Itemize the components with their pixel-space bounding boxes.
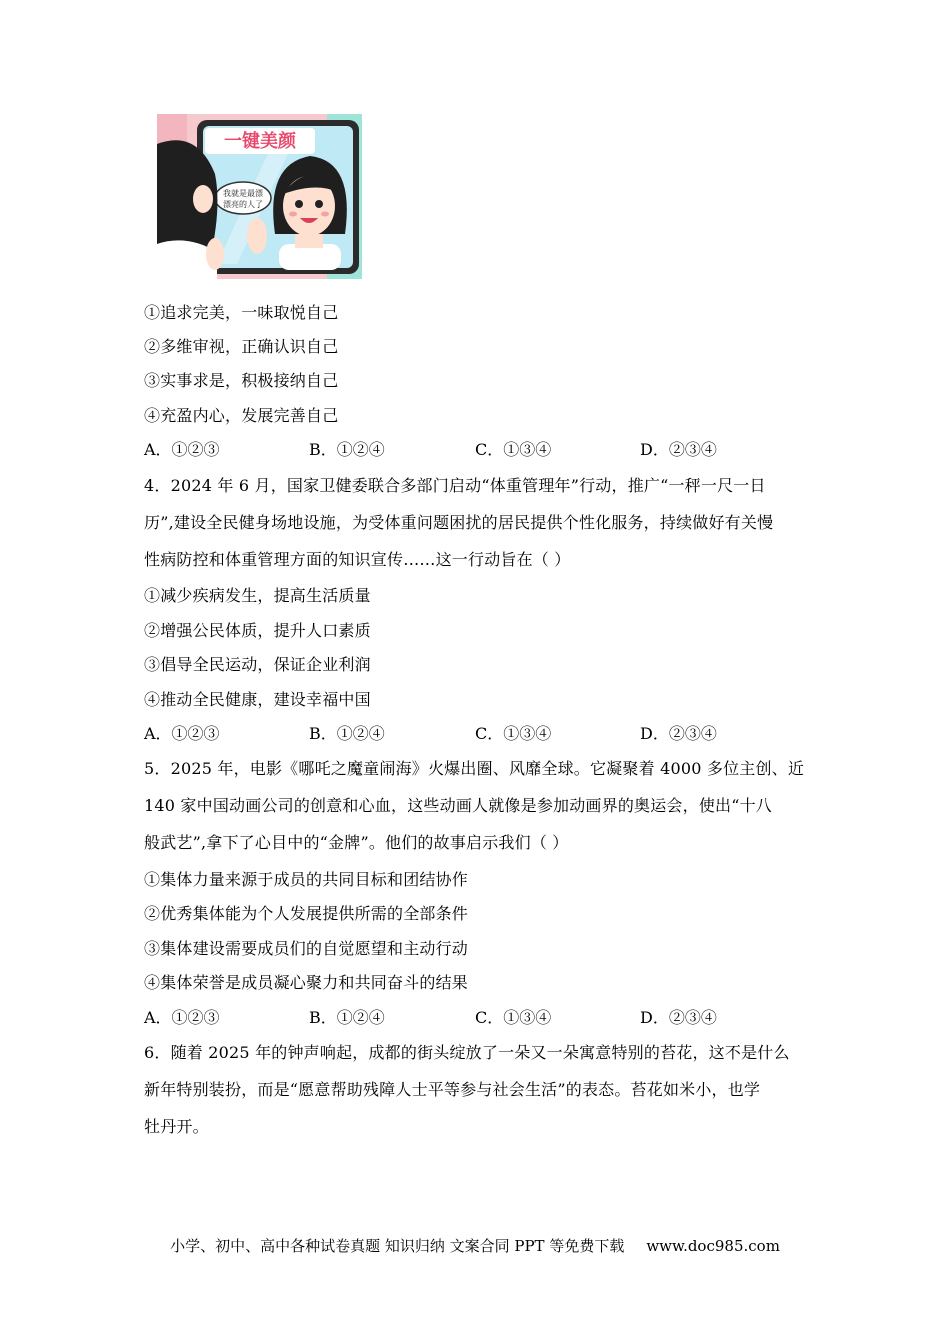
q4-item-2: ②增强公民体质，提升人口素质 [144, 621, 371, 640]
banner-text: 一键美颜 [224, 131, 296, 152]
q3-item-4: ④充盈内心，发展完善自己 [144, 406, 339, 425]
q4-item-1: ①减少疾病发生，提高生活质量 [144, 586, 371, 605]
q3-item-1: ①追求完美，一味取悦自己 [144, 303, 339, 322]
q4-option-d[interactable]: D．②③④ [640, 724, 717, 743]
q5-option-b[interactable]: B．①②④ [309, 1008, 385, 1027]
q5-item-4: ④集体荣誉是成员凝心聚力和共同奋斗的结果 [144, 973, 469, 992]
q5-item-1: ①集体力量来源于成员的共同目标和团结协作 [144, 870, 469, 889]
q5-stem-line-1: 5．2025 年，电影《哪吒之魔童闹海》火爆出圈、风靡全球。它凝聚着 4000 多位主创、近 [144, 759, 805, 778]
q5-stem-line-3: 般武艺”,拿下了心目中的“金牌”。他们的故事启示我们（ ） [144, 833, 569, 852]
q3-option-d[interactable]: D．②③④ [640, 440, 717, 459]
q3-option-b[interactable]: B．①②④ [309, 440, 385, 459]
q4-option-b[interactable]: B．①②④ [309, 724, 385, 743]
q4-stem-line-3: 性病防控和体重管理方面的知识宣传……这一行动旨在（ ） [144, 550, 571, 569]
q5-option-c[interactable]: C．①③④ [475, 1008, 552, 1027]
q5-item-2: ②优秀集体能为个人发展提供所需的全部条件 [144, 904, 469, 923]
mirror-illustration [157, 114, 362, 279]
q3-option-a[interactable]: A．①②③ [144, 440, 220, 459]
speech-line-2: 漂亮的人了 [223, 200, 263, 209]
q4-item-3: ③倡导全民运动，保证企业利润 [144, 655, 371, 674]
q4-stem-line-1: 4．2024 年 6 月，国家卫健委联合多部门启动“体重管理年”行动，推广“一秤一尺一日 [144, 476, 766, 495]
page-footer [0, 1236, 950, 1256]
q6-stem-line-1: 6．随着 2025 年的钟声响起，成都的街头绽放了一朵又一朵寓意特别的苔花，这不是什么 [144, 1043, 790, 1062]
q4-option-a[interactable]: A．①②③ [144, 724, 220, 743]
q3-item-2: ②多维审视，正确认识自己 [144, 337, 339, 356]
q6-stem-line-3: 牡丹开。 [144, 1117, 209, 1136]
q5-item-3: ③集体建设需要成员们的自觉愿望和主动行动 [144, 939, 469, 958]
q4-options [144, 724, 824, 744]
footer-text: 小学、初中、高中各种试卷真题 知识归纳 文案合同 PPT 等免费下载 [170, 1237, 625, 1255]
speech-line-1: 我就是最漂 [223, 189, 263, 198]
q6-stem-line-2: 新年特别装扮，而是“愿意帮助残障人士平等参与社会生活”的表态。苔花如米小，也学 [144, 1080, 761, 1099]
footer-url[interactable]: www.doc985.com [646, 1237, 780, 1255]
q5-option-d[interactable]: D．②③④ [640, 1008, 717, 1027]
q4-item-4: ④推动全民健康，建设幸福中国 [144, 690, 371, 709]
q5-options [144, 1008, 824, 1028]
q3-option-c[interactable]: C．①③④ [475, 440, 552, 459]
q4-stem-line-2: 历”,建设全民健身场地设施，为受体重问题困扰的居民提供个性化服务，持续做好有关慢 [144, 513, 774, 532]
q5-option-a[interactable]: A．①②③ [144, 1008, 220, 1027]
q3-item-3: ③实事求是，积极接纳自己 [144, 371, 339, 390]
q4-option-c[interactable]: C．①③④ [475, 724, 552, 743]
q3-options [144, 440, 824, 460]
q5-stem-line-2: 140 家中国动画公司的创意和心血，这些动画人就像是参加动画界的奥运会，使出“十八 [144, 796, 773, 815]
